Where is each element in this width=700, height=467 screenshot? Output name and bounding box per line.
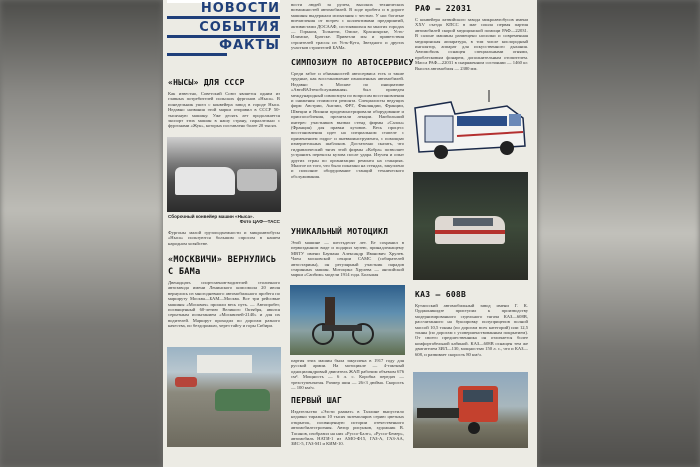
- header-word: СОБЫТИЯ: [199, 20, 280, 35]
- illustration-raf-ambulance: [411, 88, 531, 166]
- photo-motorcycle: [290, 285, 405, 355]
- photo-assembly-line: [167, 137, 281, 212]
- article-text: Издательство «Ээсти раамат» в Таллине выпустило недавно тиражом 10 тысяч экземпляров серию цветных открыток, посвященную истории отечественного автомобилестроения. Автор рисунков, художник В. Тасанов, изобразил на них «Руссо-Балт», «Руссо-Бемер», автомобиль НАТИ-1 из АМО-Ф15, ГАЗ-А, ГАЗ-АА, ЗИС-5, ГАЗ-М1 и КИМ-10.: [291, 409, 404, 447]
- article-text: Двенадцать спортсменов-водителей столичного автозавода имени Ленинского комсомола 20 июля вернулись из многодневного автомобильного пробега по маршруту Москва—БАМ—Москва. Все три рейсовые машины «Москвич» прошли весь путь. — Автопробег, посвященный 60-летию Великого Октября, явился серьезным испытанием «Москвичей-2140» и для их водителей. Маршрут проходил по дорогам разного качества, по бездорожью, через тайгу и горы Сибири.: [168, 280, 280, 329]
- article-title: КАЗ — 608В: [415, 290, 467, 299]
- article-title: «МОСКВИЧИ» ВЕРНУЛИСЬ С БАМа: [168, 255, 277, 277]
- article-title: СИМПОЗИУМ ПО АВТОСЕРВИСУ: [291, 58, 414, 67]
- article-text: партия этих машин была закуплена в 1917 году для русской армии. На мотоцикле — 4-тактный одноцилиндровый двигатель ЖАП рабочим объемом 676 см³. Мощность — 6 л. с. Коробка передач — трехступенчатая. Размер шин — 26×3 дюйма. Скорость — 100 км/ч.: [291, 358, 404, 391]
- article-text: вости людей за рулем, высоких технических возможностей автомобилей. В ходе пробега и в дороге машины выдержали испытания с честью. У нас богатые впечатления от встреч с коллективами предприятий, активистами ДОСААФ, состоявшихся во многих городах — Горьком, Тольятти, Омске, Красноярске, Усть-Илимске, Братске. Привезли мы и приветствия строителей трассы из Усть-Кута, Звездного и других участков строителей БАМа.: [291, 2, 404, 51]
- article-text: Среди забот и обязанностей автосервиса есть и такие трудные, как восстановление изношенных автомобилей. Недавно в Москве по инициативе «АвтоВАЗтехобслуживания» был проведен международный симпозиум по вопросам восстановления и снижения стоимости ремонта. Специалисты ведущих фирм Австрии, Англии, ФРГ, Финляндии, Франции, Швеции и Японии продемонстрировали оборудование и приспособления, прочитали лекции. Наибольший интерес участников вызвал стенд фирмы «Салон» (Франция) для правки кузовов. Весь процесс восстановления идет на специальном стапеле с применением гидро- и пневмоинструмента, с помощью измерительных шаблонов. Достаточно сказать, что гидравлический тягач этой фирмы «Кобра» позволяет устранить перекосы кузова после удара. Изучен и опыт других стран по организации ремонта на станциях. Многое из того, что было показано на стендах, закуплено и пополнит оборудование станций технического обслуживания.: [291, 71, 404, 179]
- article-text: Кутаисский автомобильный завод имени Г. К. Орджоникидзе приступил к производству модернизированного седельного тягача КАЗ—608В, рассчитанного на буксировку полуприцепов полной массой 10,5 тонны (по дорогам всех категорий) или 12,5 тонны (по дорогам с усовершенствованным покрытием). От своего предшественника он отличается более комфортабельной кабиной. КАЗ—608В оснащен тем же двигателем ЗИЛ—130, мощностью 150 л. с., что и КАЗ—608, и развивает скорость 80 км/ч.: [415, 303, 528, 357]
- photo-kaz-truck: [413, 372, 528, 448]
- article-text: Этой машине — шестьдесят лет. Ее сохранил в первозданном виде и подарил музею, принадлежащему МВТУ имени Баумана Александр Иванович Хрулев. Член московской секции САМС (собирателей автостарины), он регулярный участник парадов старинных машин. Мотоцикл Хрулева — английской марки «Сапбим» модели 1914 года. Большая: [291, 240, 404, 278]
- blurred-background-left: [0, 0, 163, 467]
- blurred-background-right: [537, 0, 700, 467]
- photo-credit: Фото ЦАФ—ТАСС: [239, 219, 280, 224]
- article-text: Фургоны малой грузоподъемности и микроавтобусы «Ныса» пользуются большим спросом в нашем народном хозяйстве.: [168, 230, 280, 246]
- article-title: «НЫСЫ» ДЛЯ СССР: [168, 78, 245, 87]
- photo-caption: Сборочный конвейер машин «Ныса».: [168, 214, 254, 219]
- article-text: Как известно, Советский Союз является одним из главных потребителей польских фургонов «Ныса». В понедельник ушел с конвейера завод в городе Ныса. Недавно названия этой марки отправил в СССР 50-тысячную машину. Уже десять лет продолжается экспорт этих машин в нашу страну, параллельно с фургонами «Жук», которых поставлено более 20 тысяч.: [168, 91, 280, 129]
- article-title: УНИКАЛЬНЫЙ МОТОЦИКЛ: [291, 227, 389, 236]
- photo-moskvich-cars: [167, 347, 281, 447]
- magazine-page: [163, 0, 537, 467]
- article-title: ПЕРВЫЙ ШАГ: [291, 396, 343, 405]
- article-text: С конвейера латвийского завода микроавтобусов имени XXV съезда КПСС в мае сошла первая партия автомобилей скорой медицинской помощи РАФ—22031. В салоне машины размещено носилки и современная медицинская аппаратура, в том числе кислородный ингалятор, аппарат для искусственного дыхания. Автомобиль оснащен специальными огнями, проблесковым фонарем, дополнительным отопителем. Масса РАФ—22031 в снаряженном состоянии — 1460 кг. Высота автомобиля — 2380 мм.: [415, 17, 528, 71]
- section-header: [167, 0, 280, 56]
- header-word: ФАКТЫ: [219, 38, 280, 53]
- header-word: НОВОСТИ: [200, 1, 280, 16]
- article-title: РАФ — 22031: [415, 4, 472, 13]
- photo-raf-night: [413, 172, 528, 280]
